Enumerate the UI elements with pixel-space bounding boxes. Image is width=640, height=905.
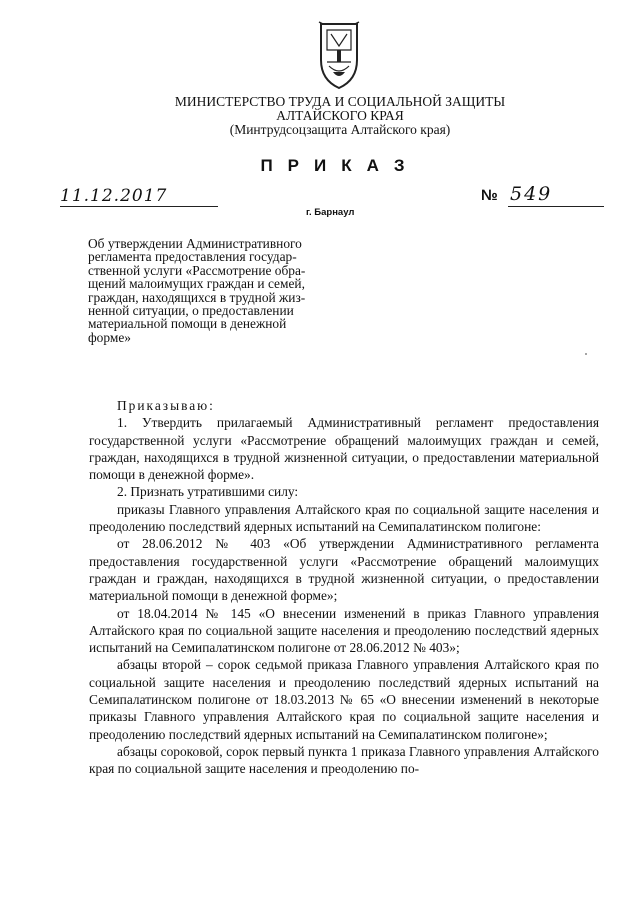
subject-line: ственной услуги «Рассмотрение обра- xyxy=(88,262,306,278)
date-underline xyxy=(60,206,218,207)
paragraph-item-2: 2. Признать утратившими силу: xyxy=(117,484,299,500)
subject-line: граждан, находящихся в трудной жиз- xyxy=(88,289,306,305)
handwritten-number: 549 xyxy=(510,183,553,205)
paragraph-item-1: 1. Утвердить прилагаемый Административный регламент предоставления государственной услуги «Рассмотрение обращений малоимущих граждан и семей, граждан, находящихся в трудной жизненной ситуации, о предоставлении материальной помощи в денежной форме». xyxy=(89,415,599,483)
city-label: г. Барнаул xyxy=(306,207,355,218)
ministry-short-name: (Минтрудсоцзащита Алтайского края) xyxy=(229,122,451,137)
order-body xyxy=(89,397,599,778)
ministry-name-line1: МИНИСТЕРСТВО ТРУДА И СОЦИАЛЬНОЙ ЗАЩИТЫ xyxy=(174,94,506,109)
order-word: Приказываю: xyxy=(117,398,215,413)
paragraph-order-145: от 18.04.2014 № 145 «О внесении изменений в приказ Главного управления Алтайского края по социальной защите населения и преодолению последствий ядерных испытаний на Семипалатинском полигоне от 28.06.2012 № 403»; xyxy=(89,605,599,656)
coat-of-arms-emblem xyxy=(313,20,365,92)
number-underline xyxy=(508,206,604,207)
scan-speck xyxy=(585,353,587,355)
subject-line: ненной ситуации, о предоставлении xyxy=(88,303,294,319)
paragraph-order-403: от 28.06.2012 № 403 «Об утверждении Административного регламента предоставления государственной услуги «Рассмотрение обращений малоимущих граждан и граждан, находящихся в трудной жизненной ситуации, о предоставлении материальной помощи в денежной форме»; xyxy=(89,536,599,604)
paragraph-last: абзацы сороковой, сорок первый пункта 1 приказа Главного управления Алтайского края по социальной защите населения и преодолению по- xyxy=(89,743,599,777)
subject-line: материальной помощи в денежной xyxy=(88,316,287,332)
order-subject xyxy=(88,237,338,344)
number-sign: № xyxy=(481,187,498,204)
ministry-name-line2: АЛТАЙСКОГО КРАЯ xyxy=(276,108,404,123)
subject-line: щений малоимущих граждан и семей, xyxy=(88,276,305,292)
handwritten-date: 11.12.2017 xyxy=(60,186,168,206)
paragraph-orders-list: приказы Главного управления Алтайского края по социальной защите населения и преодолению последствий ядерных испытаний на Семипалатинском полигоне: xyxy=(89,501,599,535)
subject-line: Об утверждении Административного xyxy=(88,236,302,251)
paragraph-order-65: абзацы второй – сорок седьмой приказа Главного управления Алтайского края по социальной защите населения и преодолению последствий ядерных испытаний на Семипалатинском полигоне от 18.03.2013 № 65 «О внесении изменений в некоторые приказы Главного управления Алтайского края по социальной защите населения и преодолению последствий ядерных испытаний на Семипалатинском полигоне»; xyxy=(89,657,599,742)
document-title: ПРИКАЗ xyxy=(260,156,420,175)
subject-line: регламента предоставления государ- xyxy=(88,249,297,265)
subject-line: форме» xyxy=(88,329,131,345)
